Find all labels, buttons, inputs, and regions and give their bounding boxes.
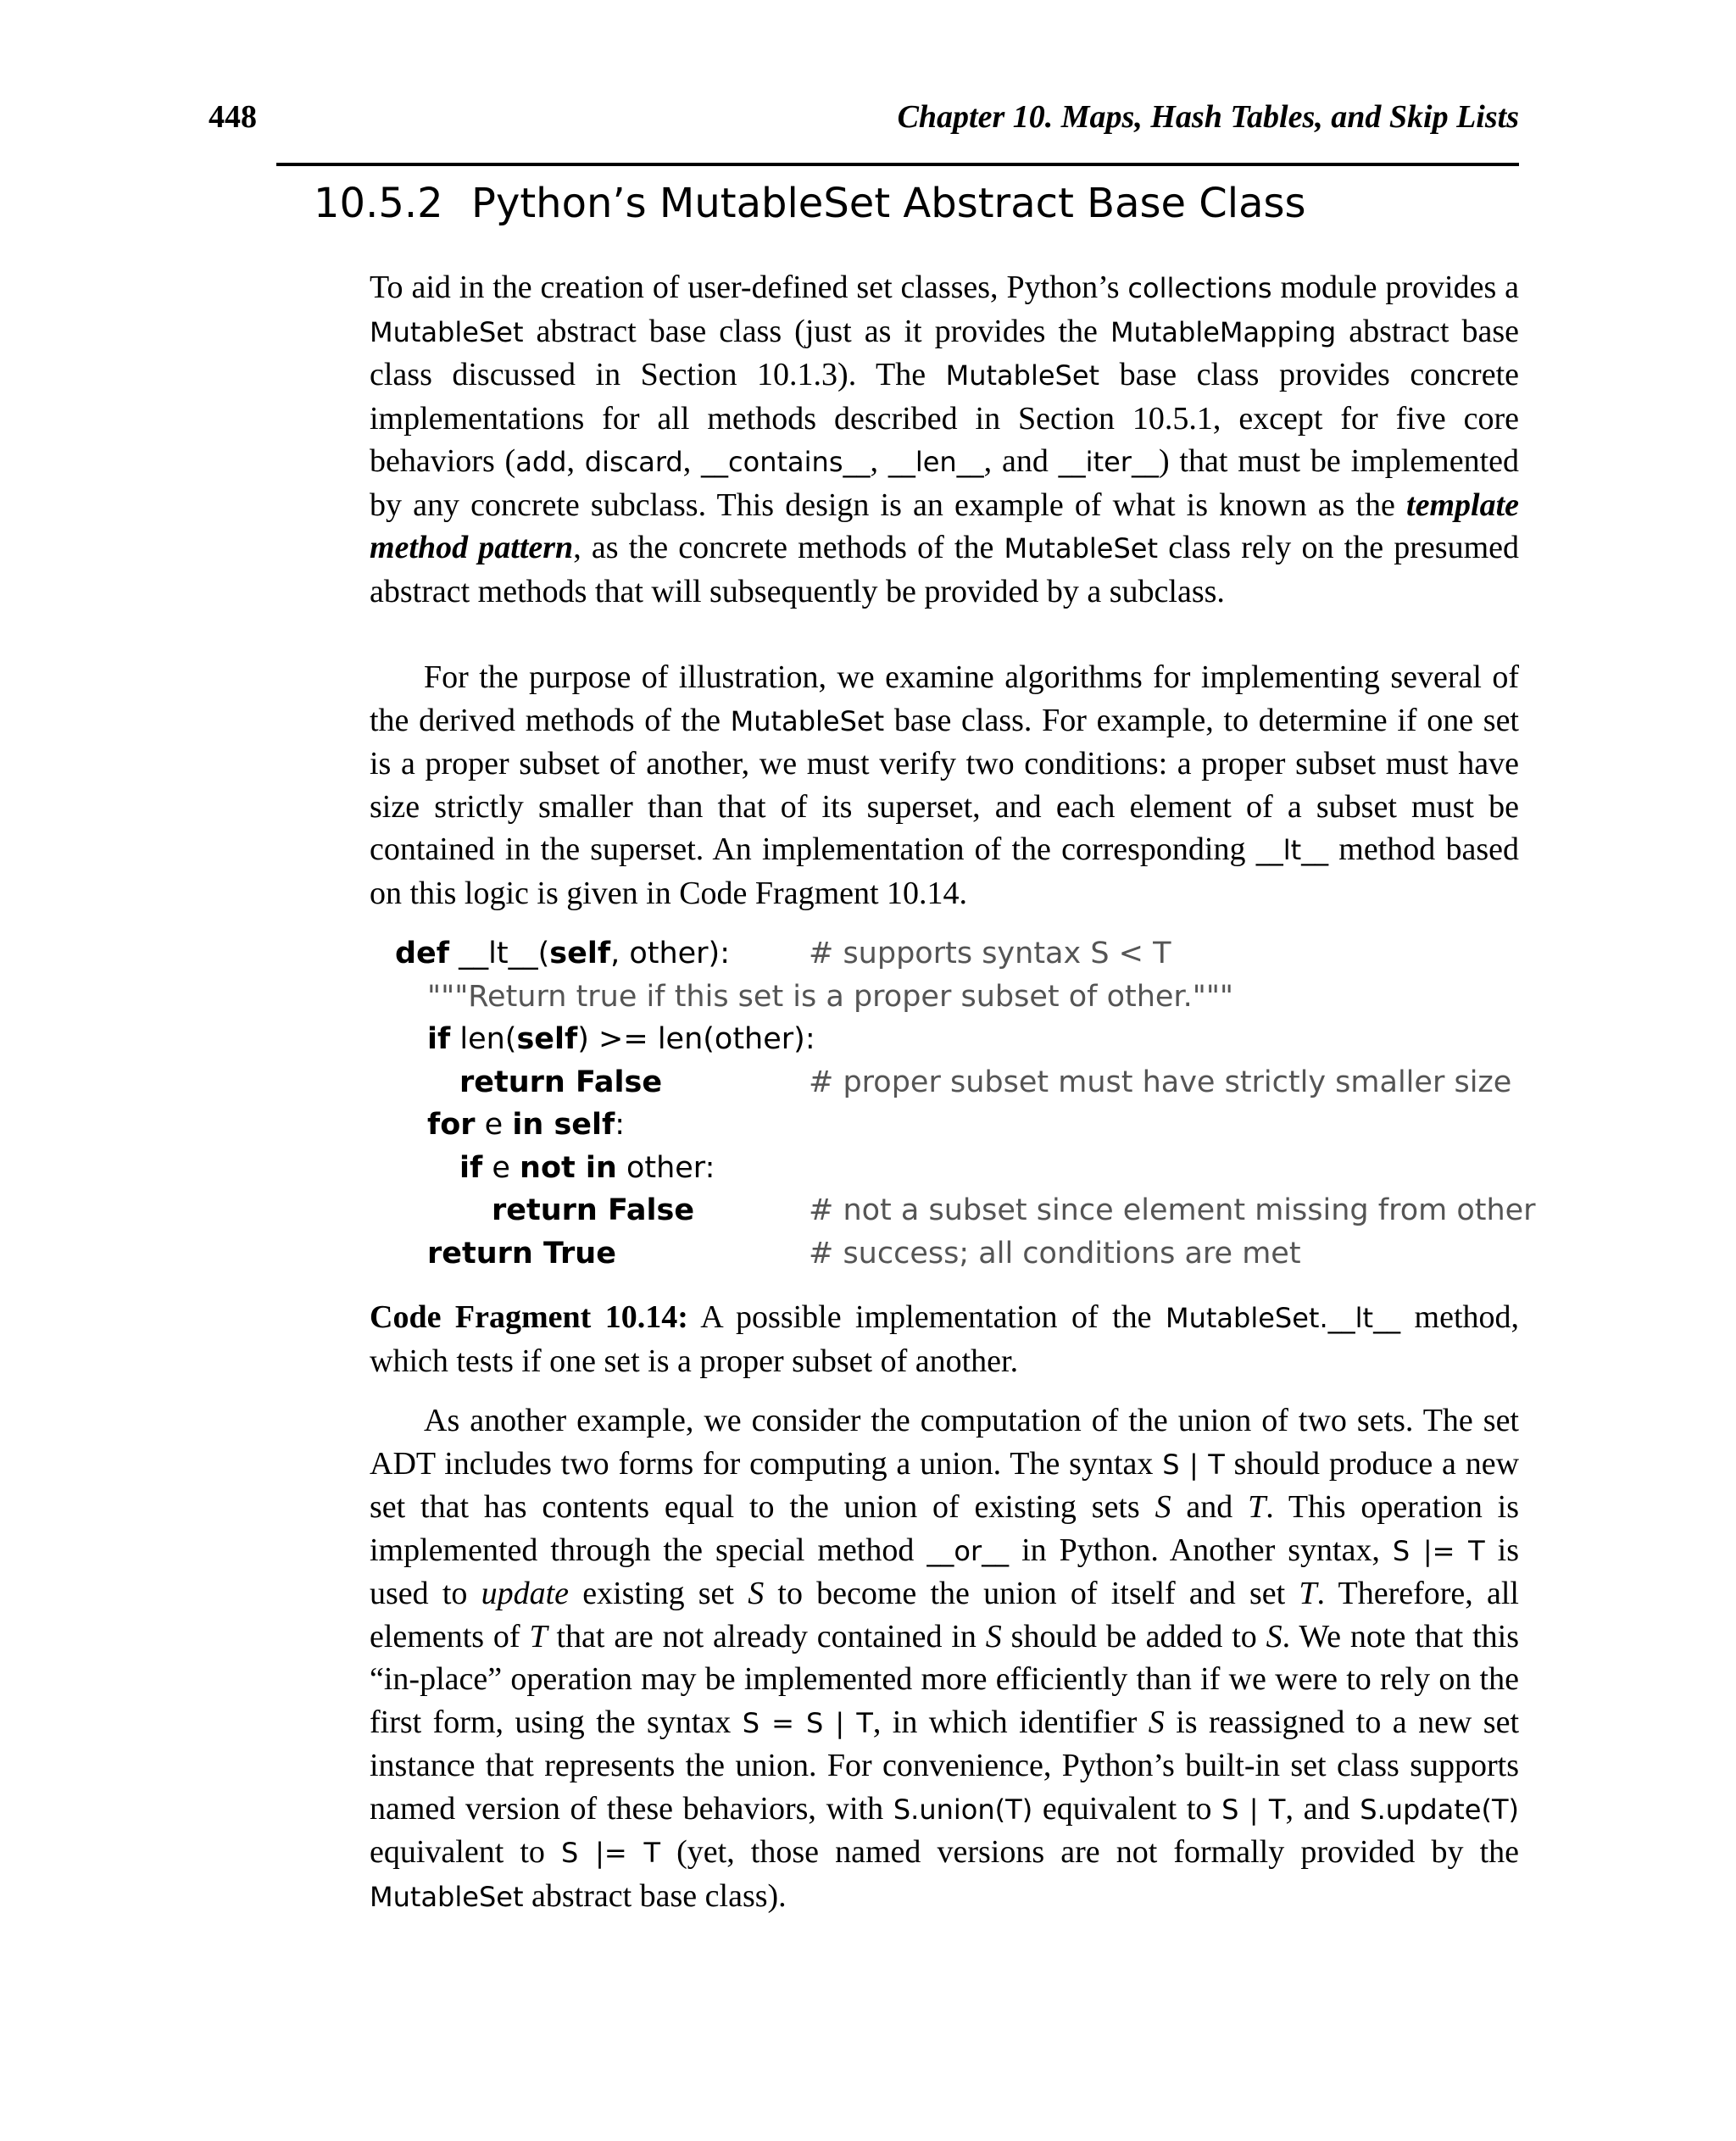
running-title: Chapter 10. Maps, Hash Tables, and Skip Lists bbox=[897, 99, 1519, 135]
page-header bbox=[209, 98, 1519, 146]
code-fragment bbox=[395, 932, 1536, 1275]
code-docstring: """Return true if this set is a proper subset of other.""" bbox=[427, 979, 1234, 1014]
paragraph-union: As another example, we consider the computation of the union of two sets. The set ADT includes two forms for computing a union. The syntax S | T should produce a new set that has contents equal to the union of existing sets S and T. This operation is implemented through the special method __or__ in Python. Another syntax, S |= T is used to update existing set S to become the union of itself and set T. Therefore, all elements of T that are not already contained in S should be added to S. We note that this “in-place” operation may be implemented more efficiently than if we were to rely on the first form, using the syntax S = S | T, in which identifier S is reassigned to a new set instance that represents the union. For convenience, Python’s built-in set class supports named version of these behaviors, with S.union(T) equivalent to S | T, and S.update(T) equivalent to S |= T (yet, those named versions are not formally provided by the MutableSet abstract base class). bbox=[370, 1403, 1520, 1914]
header-rule bbox=[276, 163, 1519, 166]
code-line: return True # success; all conditions are met bbox=[395, 1232, 1522, 1276]
code-line: if e not in other: bbox=[459, 1150, 715, 1185]
code-line bbox=[395, 976, 1522, 1019]
code-line: if len(self) >= len(other): bbox=[427, 1022, 815, 1056]
code-line: for e in self: bbox=[427, 1108, 626, 1142]
term-template-method-pattern: template method pattern bbox=[370, 487, 1519, 565]
code-line: return False # proper subset must have strictly smaller size bbox=[395, 1061, 1522, 1104]
code-comment: # supports syntax S < T bbox=[809, 937, 1171, 970]
paragraph-subset: For the purpose of illustration, we examine algorithms for implementing several of the derived methods of the MutableSet base class. For example, to determine if one set is a proper subset of another, we must verify two conditions: a proper subset must have size strictly smaller than that of its superset, and each element of a subset must be contained in the superset. An implementation of the corresponding __lt__ method based on this logic is given in Code Fragment 10.14. bbox=[370, 659, 1519, 911]
section-number: 10.5.2 bbox=[314, 180, 443, 227]
page-number: 448 bbox=[209, 99, 257, 135]
code-comment: # success; all conditions are met bbox=[809, 1236, 1301, 1271]
caption-label: Code Fragment 10.14: bbox=[370, 1299, 688, 1335]
code-comment: # not a subset since element missing from other bbox=[809, 1193, 1536, 1227]
code-line: def __lt__(self, other): # supports syntax S < T bbox=[395, 932, 1522, 976]
section-title: Python’s MutableSet Abstract Base Class bbox=[471, 180, 1306, 227]
code-comment: # proper subset must have strictly smaller size bbox=[809, 1065, 1512, 1099]
code-line: return False # not a subset since element missing from other bbox=[395, 1189, 1522, 1232]
section-heading bbox=[314, 180, 1306, 227]
paragraph-intro: To aid in the creation of user-defined set classes, Python’s collections module provides a MutableSet abstract base class (just as it provides the MutableMapping abstract base class discussed in Section 10.1.3). The MutableSet base class provides concrete implementations for all methods described in Section 10.5.1, except for five core behaviors (add, discard, __contains__, __len__, and __iter__) that must be implemented by any concrete subclass. This design is an example of what is known as the template method pattern, as the concrete methods of the MutableSet class rely on the presumed abstract methods that will subsequently be provided by a subclass. bbox=[370, 270, 1520, 609]
code-caption: Code Fragment 10.14: A possible implementation of the MutableSet.__lt__ method, which tests if one set is a proper subset of another. bbox=[370, 1299, 1520, 1379]
